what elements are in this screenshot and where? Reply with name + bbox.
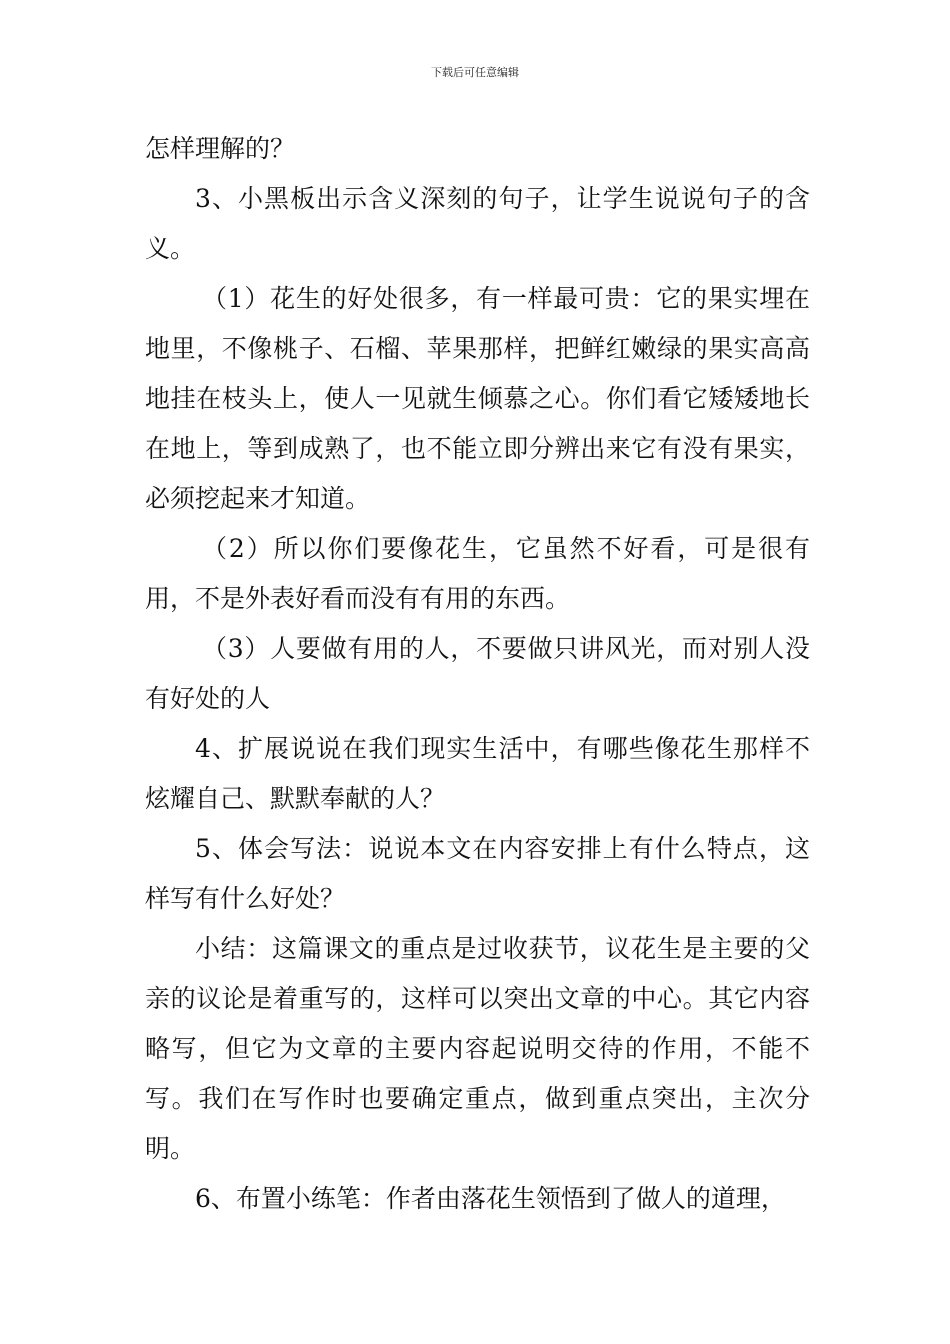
paragraph-sentence-2: （2）所以你们要像花生，它虽然不好看，可是很有用，不是外表好看而没有有用的东西。	[145, 534, 810, 613]
document-body	[145, 124, 810, 1224]
paragraph-continuation: 怎样理解的？	[145, 134, 296, 163]
paragraph-item-6: 6、布置小练笔：作者由落花生领悟到了做人的道理，	[195, 1184, 786, 1213]
paragraph-summary: 小结：这篇课文的重点是过收获节，议花生是主要的父亲的议论是着重写的，这样可以突出文章的中心。其它内容略写，但它为文章的主要内容起说明交待的作用，不能不写。我们在写作时也要确定重点，做到重点突出，主次分明。	[145, 934, 810, 1163]
paragraph-sentence-3: （3）人要做有用的人，不要做只讲风光，而对别人没有好处的人	[145, 634, 810, 713]
page-header: 下载后可任意编辑	[431, 66, 519, 79]
paragraph-sentence-1: （1）花生的好处很多，有一样最可贵：它的果实埋在地里，不像桃子、石榴、苹果那样，把鲜红嫩绿的果实高高地挂在枝头上，使人一见就生倾慕之心。你们看它矮矮地长在地上，等到成熟了，也不能立即分辨出来它有没有果实，必须挖起来才知道。	[145, 284, 810, 513]
paragraph-item-3: 3、小黑板出示含义深刻的句子，让学生说说句子的含义。	[145, 184, 810, 263]
paragraph-item-4: 4、扩展说说在我们现实生活中，有哪些像花生那样不炫耀自己、默默奉献的人？	[145, 734, 810, 813]
paragraph-item-5: 5、体会写法：说说本文在内容安排上有什么特点，这样写有什么好处？	[145, 834, 810, 913]
